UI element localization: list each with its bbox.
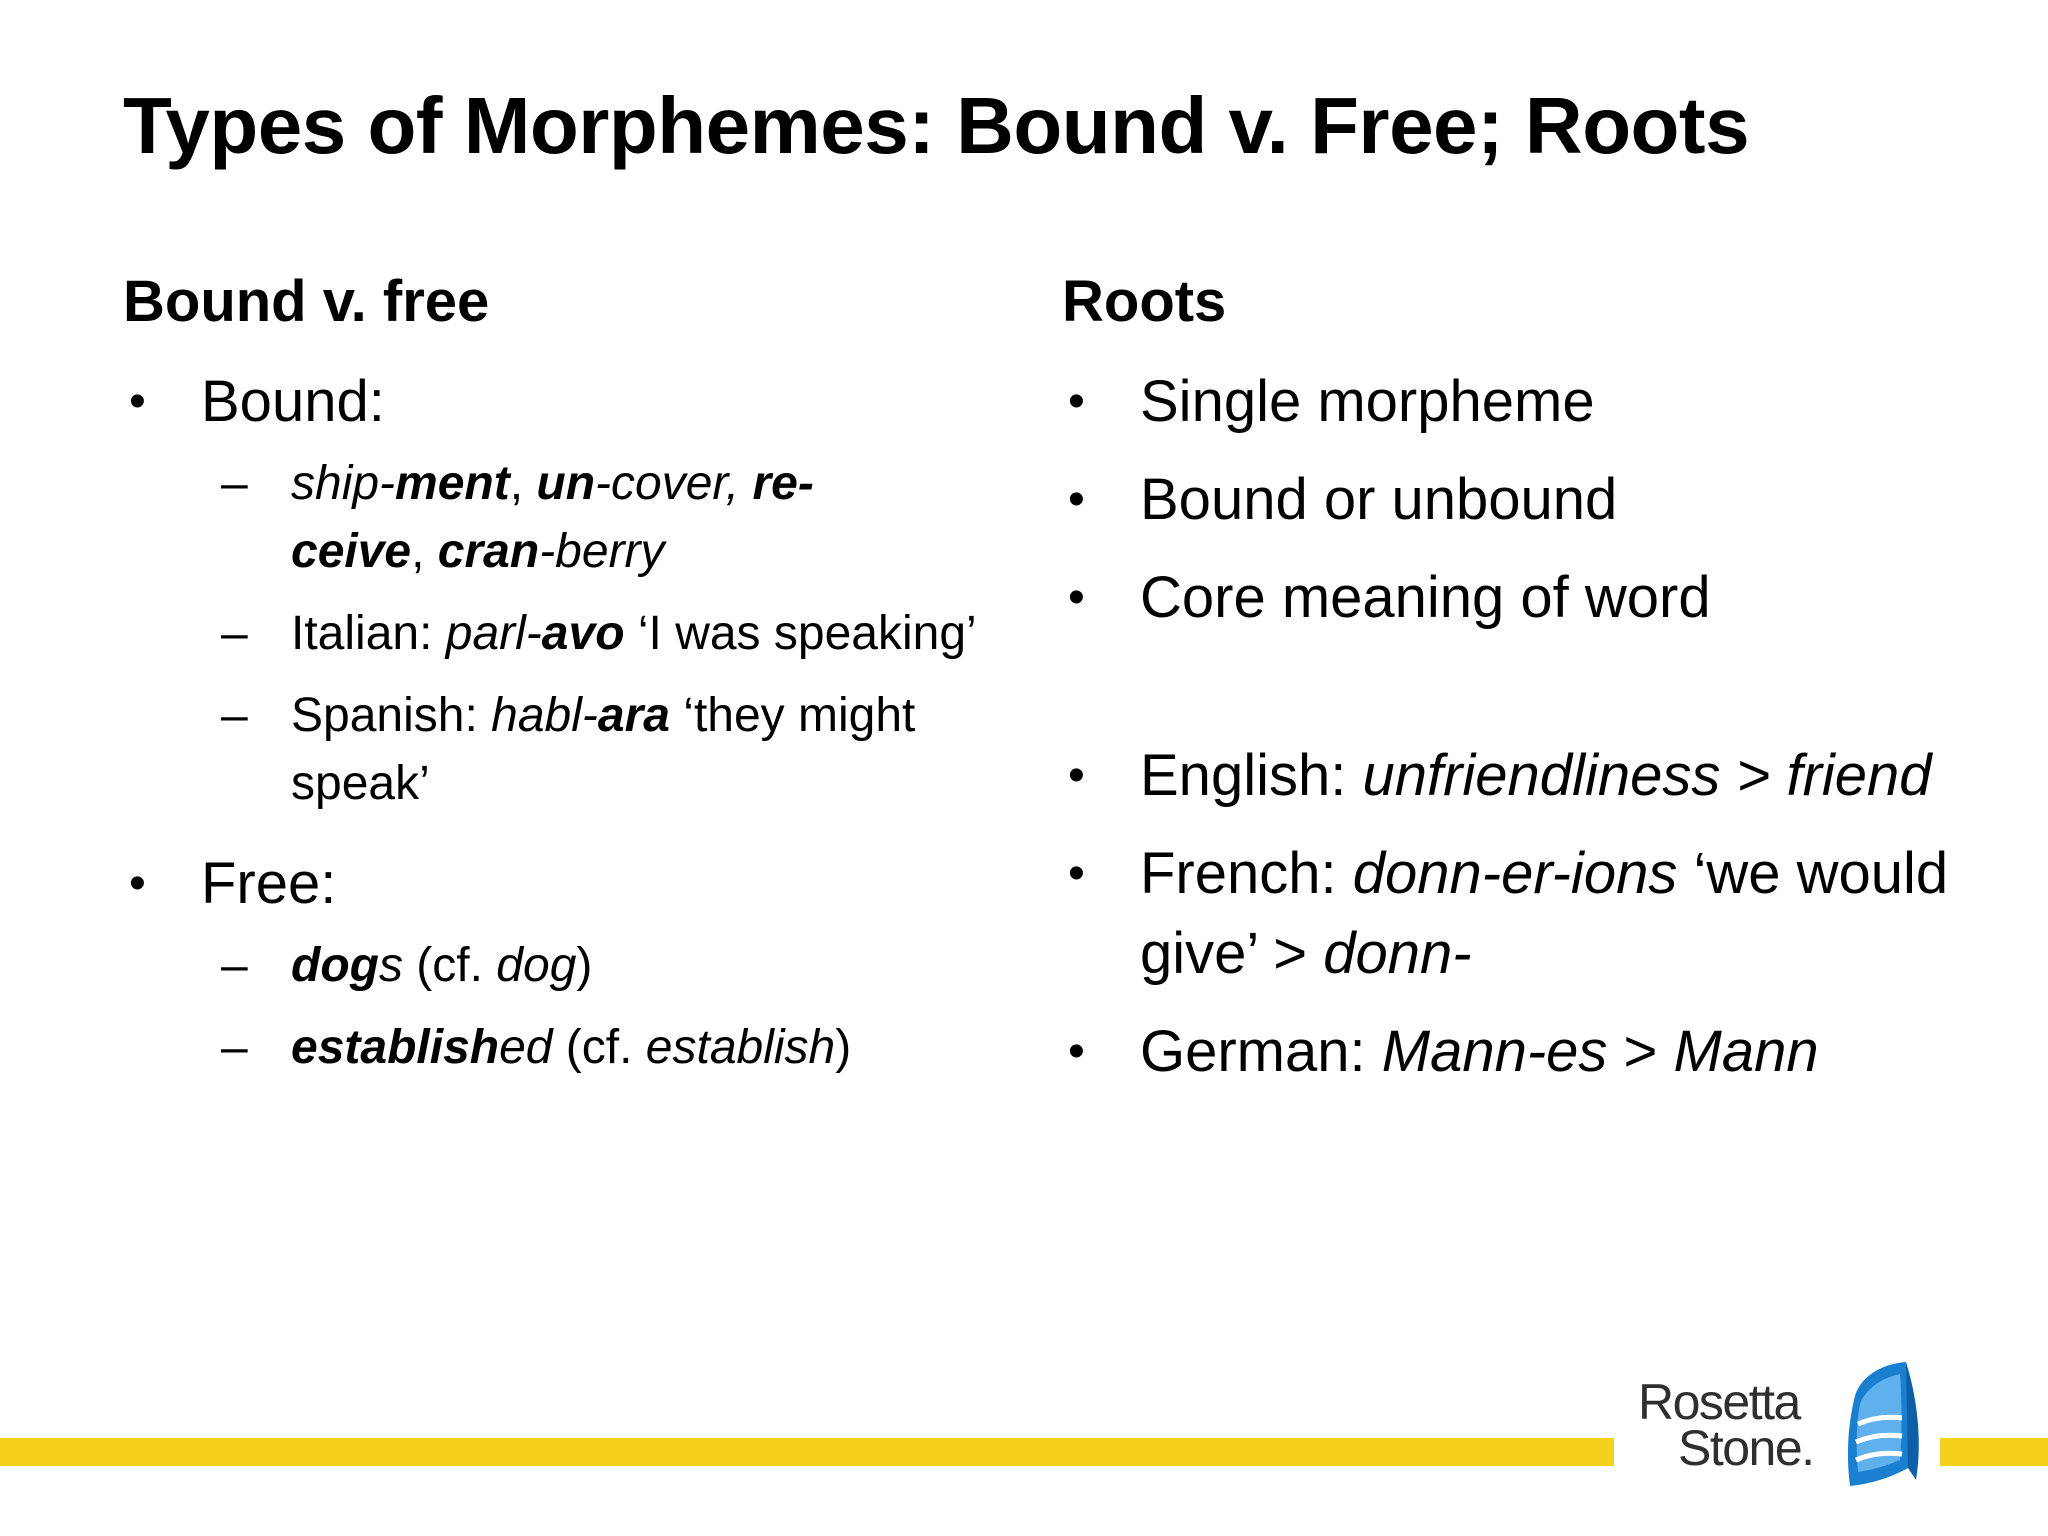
bullet-dot: •	[1068, 473, 1085, 526]
example-part: re-	[752, 457, 814, 510]
example-part: un	[536, 457, 596, 510]
free-example-dogs	[123, 932, 1003, 1000]
example-part: Mann	[1673, 1019, 1819, 1084]
example-part: Mann-es	[1381, 1019, 1608, 1084]
root-example-german	[1062, 1012, 1962, 1092]
root-point	[1062, 362, 1962, 442]
dash-marker: –	[221, 689, 248, 742]
logo-word-rosetta: Rosetta	[1638, 1374, 1800, 1430]
example-part: parl-	[445, 607, 542, 660]
list-spacer	[1062, 638, 1962, 736]
bound-free-list	[123, 362, 1003, 1082]
right-column-heading: Roots	[1062, 269, 1227, 334]
roots-list	[1062, 362, 1962, 1092]
example-part: ,	[411, 525, 438, 578]
bound-example-spanish	[123, 682, 1003, 818]
example-part: >	[1607, 1019, 1674, 1084]
example-part: German:	[1140, 1019, 1382, 1084]
free-examples	[123, 932, 1003, 1082]
free-examples-list	[123, 932, 1003, 1082]
bullet-dot: •	[1068, 749, 1085, 802]
bullet-dot: •	[1068, 847, 1085, 900]
bullet-dot: •	[129, 375, 146, 428]
bound-examples-list	[123, 450, 1003, 818]
example-part: ara	[597, 689, 670, 742]
root-point-text: Single morpheme	[1140, 369, 1595, 434]
example-part: ceive	[291, 525, 412, 578]
bullet-dot: •	[1068, 571, 1085, 624]
bound-label: Bound:	[201, 369, 385, 434]
example-part: dog	[496, 939, 577, 992]
root-point-text: Core meaning of word	[1140, 565, 1711, 630]
bullet-dot: •	[1068, 1025, 1085, 1078]
example-part: avo	[541, 607, 625, 660]
dash-marker: –	[221, 939, 248, 992]
example-part: s	[378, 939, 403, 992]
example-part: )	[835, 1021, 852, 1074]
root-example-french	[1062, 834, 1962, 994]
example-part: (cf.	[402, 939, 497, 992]
example-part: establish	[291, 1021, 500, 1074]
bullet-dot: •	[129, 857, 146, 910]
example-part: ,	[509, 457, 537, 510]
root-point-text: Bound or unbound	[1140, 467, 1618, 532]
example-part: ship-	[291, 457, 396, 510]
example-part: habl-	[491, 689, 598, 742]
example-part: donn-	[1323, 921, 1472, 986]
bound-example-italian	[123, 600, 1003, 668]
example-part: Italian:	[291, 607, 446, 660]
example-part: French:	[1140, 841, 1353, 906]
bullet-bound	[123, 362, 1003, 442]
example-part: ed	[499, 1021, 553, 1074]
logo-word-stone: Stone.	[1678, 1420, 1814, 1476]
dash-marker: –	[221, 457, 248, 510]
example-part: donn-er-ions	[1352, 841, 1678, 906]
example-part: English:	[1140, 743, 1363, 808]
bound-examples	[123, 450, 1003, 818]
example-part: dog	[291, 939, 379, 992]
root-point	[1062, 558, 1962, 638]
root-example-english	[1062, 736, 1962, 816]
rosetta-stone-mark-icon	[1836, 1360, 1926, 1488]
example-part: ‘we would give’ >	[1140, 841, 1949, 986]
right-column	[1062, 264, 1962, 1092]
bullet-free	[123, 844, 1003, 924]
dash-marker: –	[221, 607, 248, 660]
example-part: ‘they might speak’	[291, 689, 916, 810]
root-point	[1062, 460, 1962, 540]
rosetta-stone-logo	[1614, 1346, 1940, 1492]
example-part: unfriendliness > friend	[1362, 743, 1932, 808]
free-example-established	[123, 1014, 1003, 1082]
left-column	[123, 264, 1003, 1082]
left-column-heading: Bound v. free	[123, 269, 490, 334]
bullet-dot: •	[1068, 375, 1085, 428]
example-part: ment	[395, 457, 510, 510]
example-part: -cover,	[595, 457, 753, 510]
example-part: cran	[437, 525, 540, 578]
example-part: ‘I was speaking’	[624, 607, 977, 660]
dash-marker: –	[221, 1021, 248, 1074]
example-part: Spanish:	[291, 689, 492, 742]
free-label: Free:	[201, 851, 337, 916]
example-part: (cf.	[552, 1021, 646, 1074]
example-part: -berry	[539, 525, 665, 578]
example-part: establish	[645, 1021, 836, 1074]
example-part: )	[576, 939, 593, 992]
slide-title: Types of Morphemes: Bound v. Free; Roots	[123, 81, 1750, 170]
bound-example-english	[123, 450, 1003, 586]
